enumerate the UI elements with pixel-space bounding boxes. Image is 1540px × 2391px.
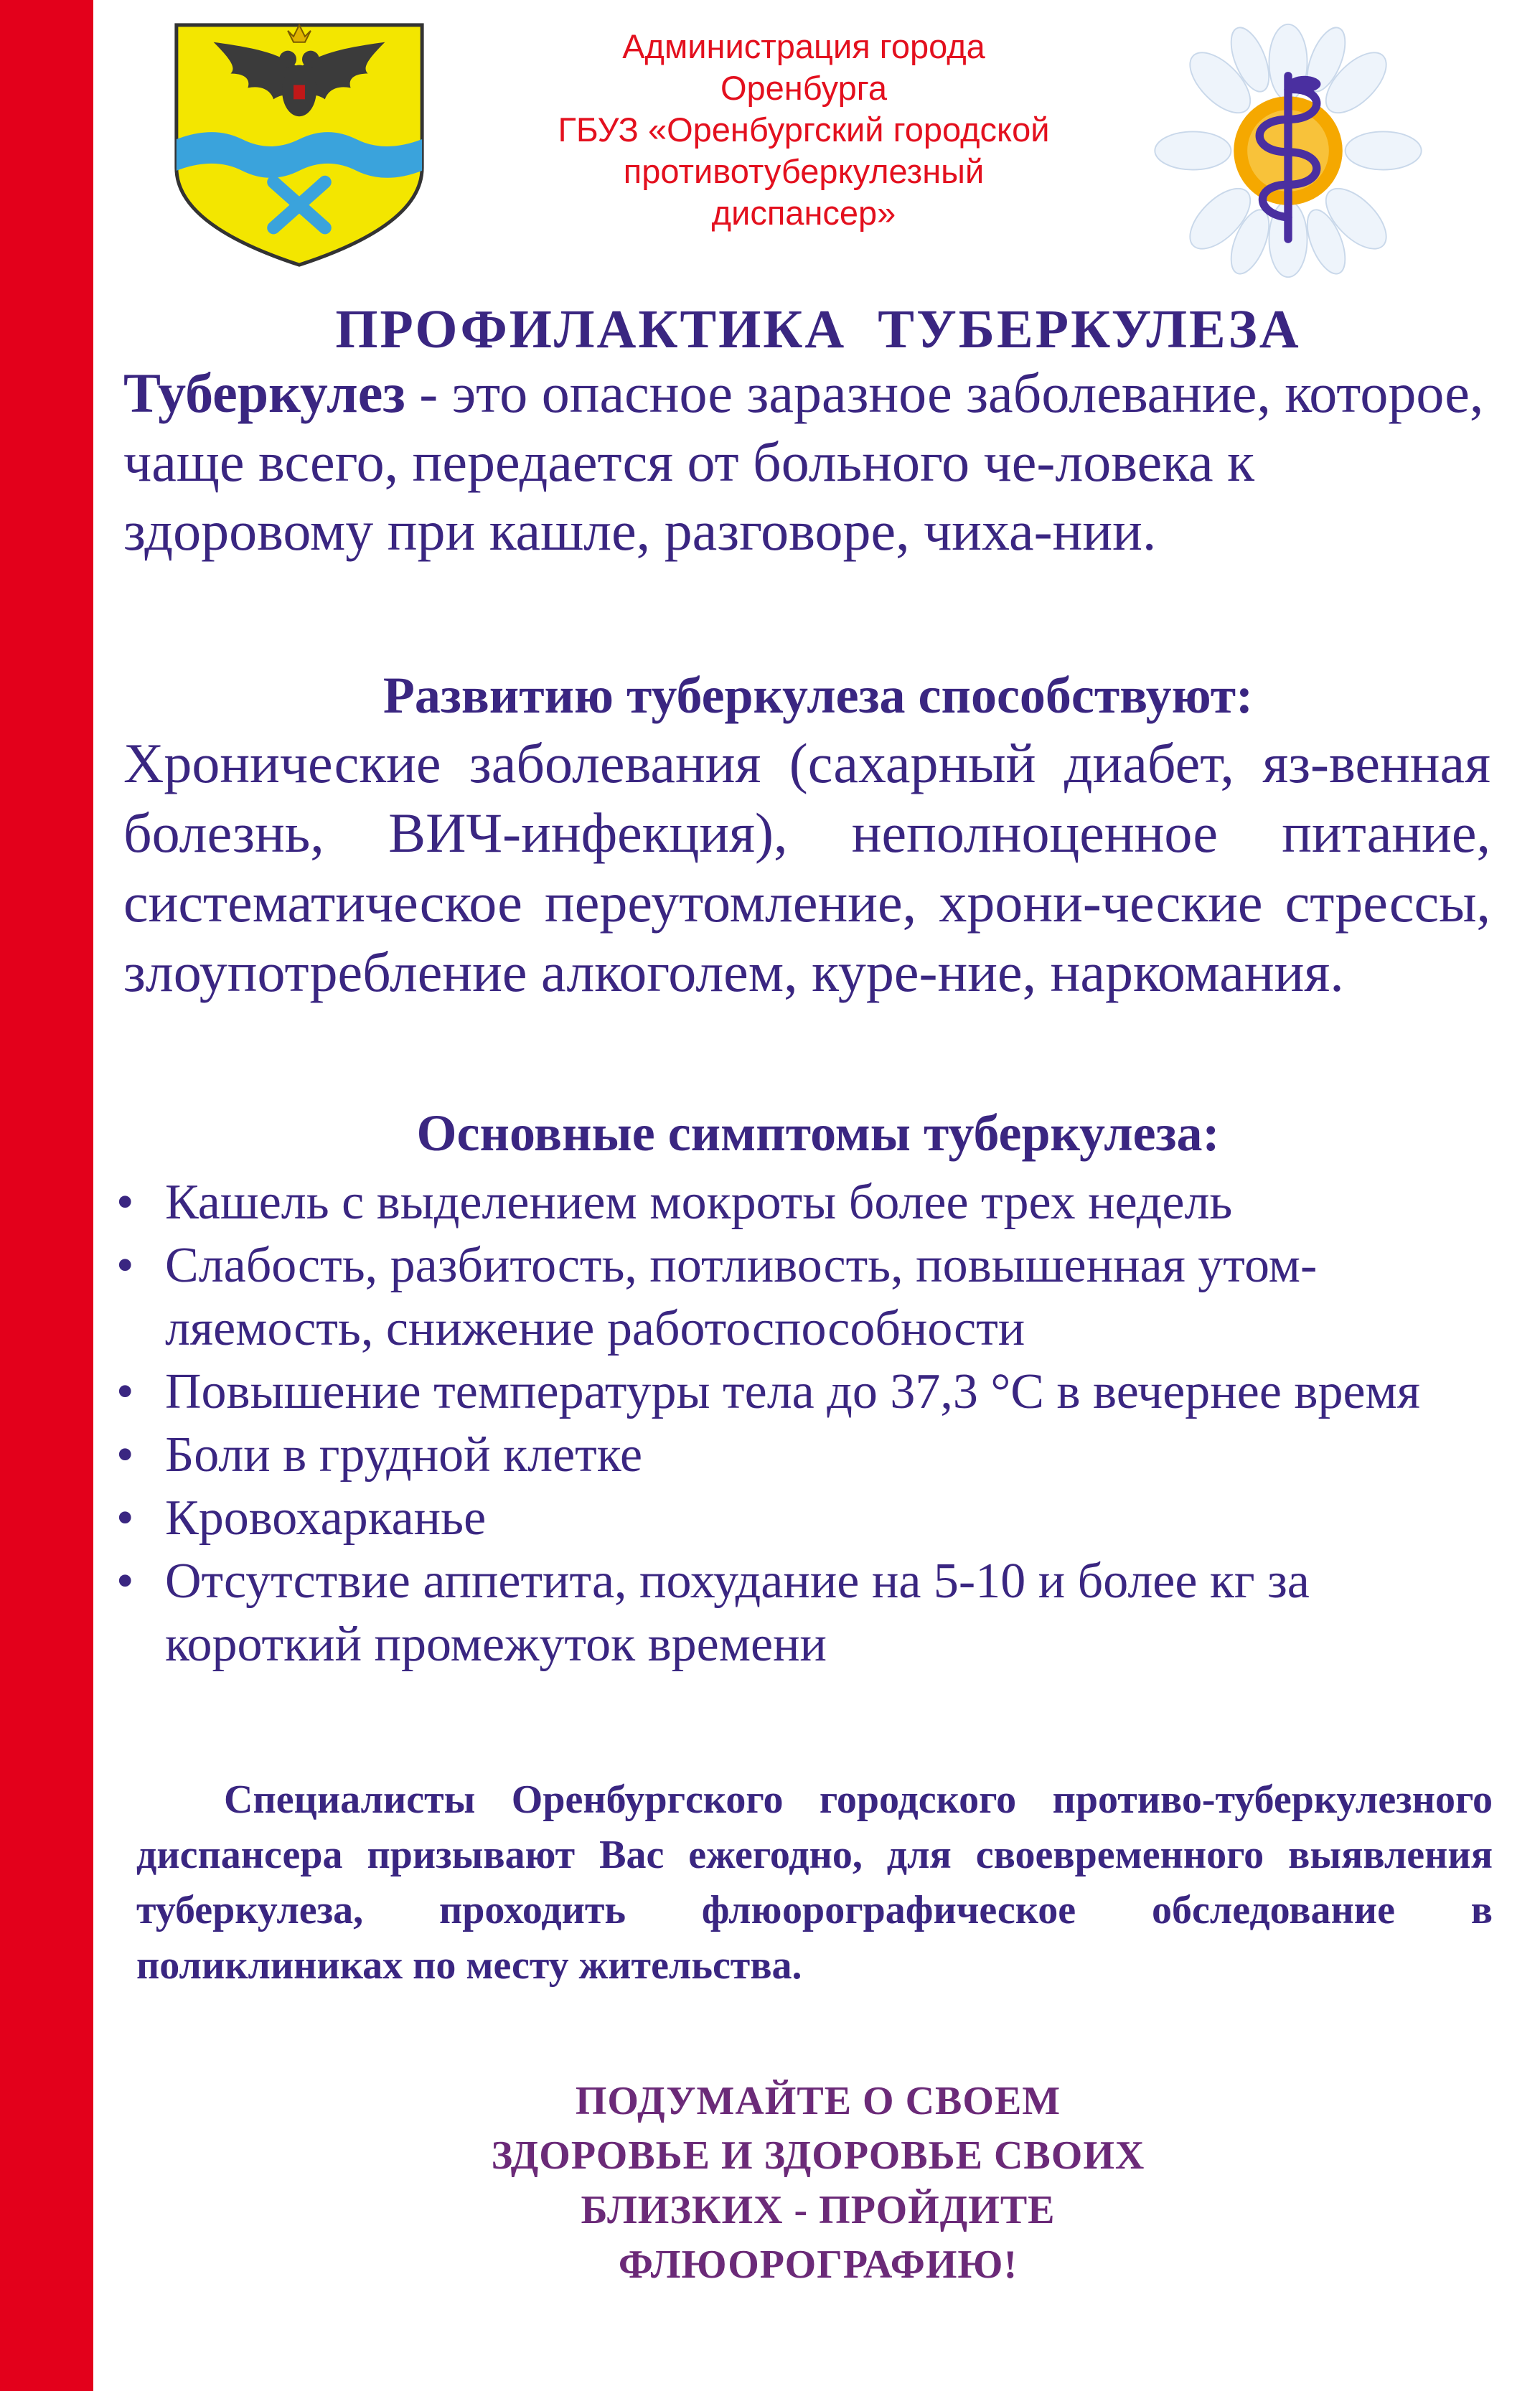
admin-line: Администрация города: [622, 27, 985, 65]
symptom-text: Кашель с выделением мокроты более трех недель: [165, 1175, 1233, 1230]
symptoms-heading: Основные симптомы туберкулеза:: [416, 1104, 1220, 1162]
list-item: [115, 1424, 1493, 1487]
symptom-text: Боли в грудной клетке: [165, 1427, 643, 1483]
appeal-block: [100, 2074, 1536, 2292]
list-item: [115, 1550, 1493, 1676]
symptom-text: Кровохарканье: [165, 1490, 487, 1546]
intro-paragraph: [123, 359, 1490, 565]
appeal-line: ЗДОРОВЬЕ И ЗДОРОВЬЕ СВОИХ: [491, 2133, 1145, 2178]
list-item: [115, 1171, 1493, 1234]
admin-line: ГБУЗ «Оренбургский городской: [558, 111, 1050, 149]
admin-line: противотуберкулезный: [623, 152, 985, 190]
admin-line: Оренбурга: [720, 69, 888, 107]
intro-lead: Туберкулез: [123, 362, 405, 424]
page-title: ПРОФИЛАКТИКА ТУБЕРКУЛЕЗА: [335, 299, 1301, 360]
bullet: •: [116, 1175, 134, 1230]
list-item: [115, 1487, 1493, 1550]
specialists-callout: Специалисты Оренбургского городского противо-туберкулезного диспансера призывают Вас ежегодно, для своевременного выявления туберкулеза, проходить флюорографическое обследование в поликлиниках по месту жительства.: [136, 1777, 1493, 1988]
intro-text: - это опасное заразное заболевание, которое, чаще всего, передается от больного че-ловека к здоровому при кашле, разговоре, чиха-нии.: [123, 362, 1484, 562]
bullet: •: [116, 1554, 134, 1609]
factors-heading: Развитию туберкулеза способствуют:: [382, 667, 1254, 724]
symptoms-list: [115, 1171, 1493, 1676]
bullet: •: [116, 1427, 134, 1483]
factors-paragraph: Хронические заболевания (сахарный диабет, яз-венная болезнь, ВИЧ-инфекция), неполноценное питание, систематическое переутомление, хрони-ческие стрессы, злоупотребление алкоголем, куре-ние, наркомания.: [123, 732, 1490, 1003]
bullet: •: [116, 1238, 134, 1293]
admin-line: диспансер»: [711, 194, 896, 232]
bullet: •: [116, 1364, 134, 1419]
symptom-text: Отсутствие аппетита, похудание на 5-10 и более кг за короткий промежуток времени: [165, 1554, 1310, 1672]
list-item: [115, 1361, 1493, 1424]
bullet: •: [116, 1490, 134, 1546]
symptom-text: Слабость, разбитость, потливость, повышенная утом-ляемость, снижение работоспособности: [165, 1238, 1318, 1356]
list-item: [115, 1234, 1493, 1361]
left-red-stripe: [0, 0, 93, 2391]
medical-snake-chamomile-icon: [1152, 22, 1424, 280]
appeal-line: ФЛЮОРОГРАФИЮ!: [618, 2242, 1018, 2287]
appeal-line: БЛИЗКИХ - ПРОЙДИТЕ: [581, 2188, 1056, 2232]
appeal-line: ПОДУМАЙТЕ О СВОЕМ: [575, 2079, 1061, 2123]
city-coat-of-arms-icon: [156, 10, 442, 283]
symptom-text: Повышение температуры тела до 37,3 °С в вечернее время: [165, 1364, 1421, 1419]
administration-header: [459, 26, 1148, 234]
